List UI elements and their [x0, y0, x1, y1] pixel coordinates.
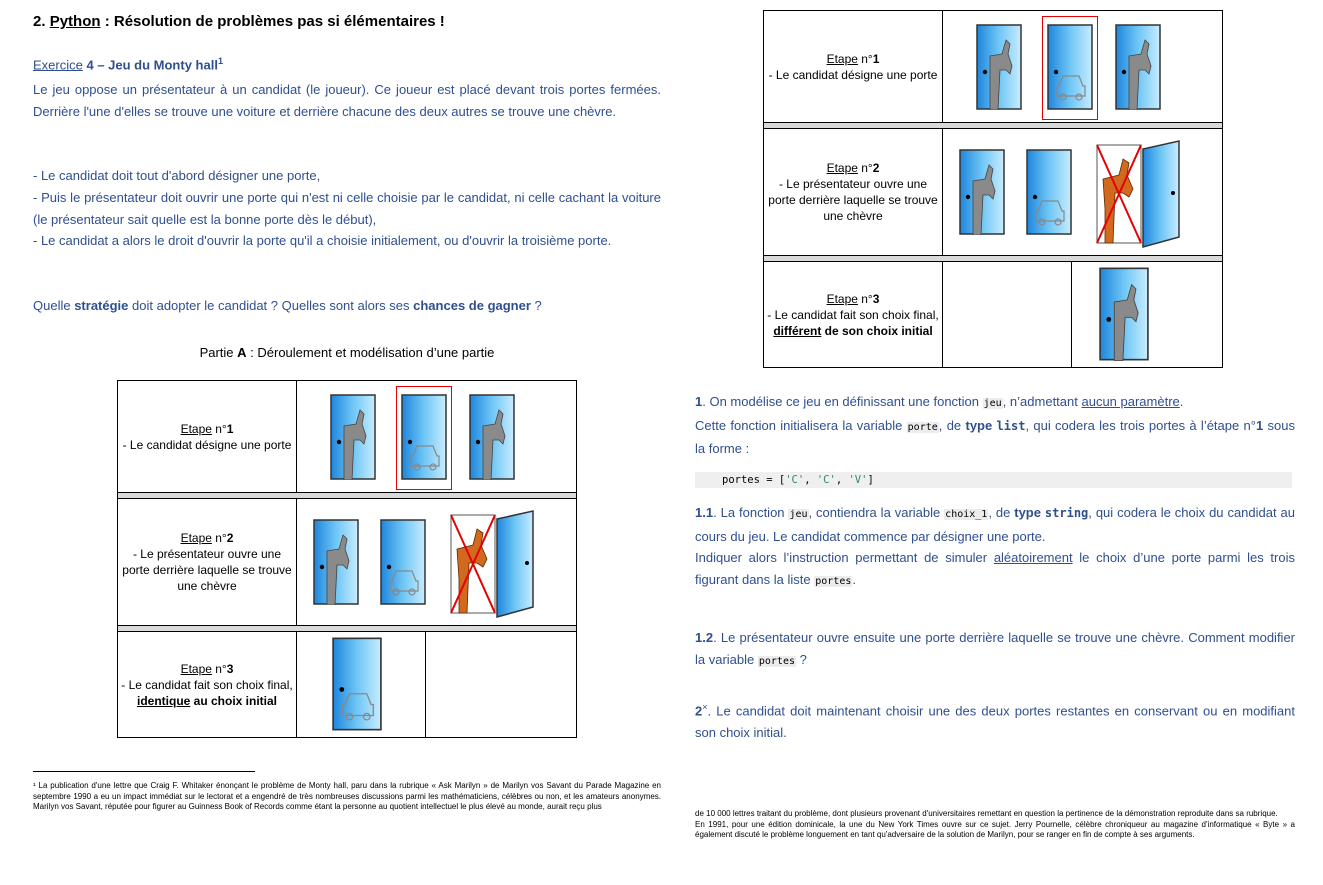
exercise-title: Exercice 4 – Jeu du Monty hall$^1$ [33, 56, 223, 73]
door-car-icon [332, 637, 382, 731]
step-1-label: Etape n°1 - Le candidat désigne une porte [118, 381, 297, 493]
step-3-label: Etape n°3 - Le candidat fait son choix final, identique au choix initial [118, 632, 297, 738]
footnote-rule [33, 771, 255, 772]
door-car-icon [380, 519, 426, 605]
door-goat-icon [976, 24, 1022, 110]
step-3-doors [297, 632, 577, 738]
steps-table-identique [117, 380, 577, 738]
door-goat-icon [469, 394, 515, 480]
open-door-goat-icon [1093, 139, 1183, 249]
section-heading: 2. Python : Résolution de problèmes pas si élémentaires ! [33, 13, 445, 30]
step-1-doors [297, 381, 577, 493]
right-page [695, 0, 1295, 885]
step-2-label: Etape n°2 - Le présentateur ouvre une porte derrière laquelle se trouve une chèvre [118, 499, 297, 626]
step-1-label: Etape n°1 - Le candidat désigne une porte [764, 11, 943, 123]
step-2-doors [943, 129, 1223, 256]
door-goat-icon [330, 394, 376, 480]
step-2-label: Etape n°2 - Le présentateur ouvre une porte derrière laquelle se trouve une chèvre [764, 129, 943, 256]
rule-3: - Le candidat a alors le droit d'ouvrir la porte qu'il a choisie initialement, ou d'ouvrir la troisième porte. [33, 233, 612, 248]
question-1-2: 1.2. Le présentateur ouvre ensuite une porte derrière laquelle se trouve une chèvre. Comment modifier la variable portes ? [695, 630, 1295, 667]
rule-2: - Puis le présentateur doit ouvrir une porte qui n'est ni celle choisie par le candidat, ni celle cachant la voiture (le présentateur sait quelle est la bonne porte dès le début), [33, 190, 661, 227]
door-goat-icon [959, 149, 1005, 235]
step-3-label: Etape n°3 - Le candidat fait son choix final, différent de son choix initial [764, 262, 943, 368]
door-goat-icon [1115, 24, 1161, 110]
main-question: Quelle stratégie doit adopter le candidat ? Quelles sont alors ses chances de gagner ? [33, 298, 542, 313]
step-1-doors [943, 11, 1223, 123]
footnote-right: de 10 000 lettres traitant du problème, dont plusieurs provenant d'universitaires remettant en question la pertinence de la démonstration reproduite dans sa rubrique. En 1991, pour une édition dominicale, la une du New York Times ouvre sur ce sujet. Jerry Pournelle, célèbre chroniqueur au magazine d'informatique « Byte » a également discuté le problème longuement en tant qu'adversaire de la solution de Marilyn, pour se ranger en fin de compte à ses arguments. [695, 809, 1295, 839]
door-goat-icon [1099, 267, 1149, 361]
question-1: 1. On modélise ce jeu en définissant une fonction jeu, n’admettant aucun paramètre. Cette fonction initialisera la variable porte, de type list, qui codera les trois portes à l’étape n°1 sous la forme : [695, 394, 1296, 456]
left-page [33, 0, 661, 885]
question-1-1: 1.1. La fonction jeu, contiendra la variable choix_1, de type string, qui codera le choix du candidat au cours du jeu. Le candidat commence par désigner une porte. Indiquer alors l’instruction permettant de simuler aléatoirement le choix d’une porte parmi les trois figurant dans la liste portes. [695, 505, 1295, 587]
question-2: 2×. Le candidat doit maintenant choisir une des deux portes restantes en conservant ou en modifiant son choix initial. [695, 702, 1295, 740]
open-door-goat-icon [447, 509, 537, 619]
step-3-doors [943, 262, 1223, 368]
code-portes: portes = ['C', 'C', 'V'] [695, 472, 1292, 488]
partie-title: Partie A : Déroulement et modélisation d’une partie [199, 345, 495, 360]
door-goat-icon [313, 519, 359, 605]
step-2-doors [297, 499, 577, 626]
rule-1: - Le candidat doit tout d'abord désigner une porte, [33, 168, 321, 183]
footnote-left: ¹ La publication d'une lettre que Craig F. Whitaker énonçant le problème de Monty hall, paru dans la rubrique « Ask Marilyn » de Marilyn vos Savant du Parade Magazine en septembre 1990 a eu un impact immédiat sur le lectorat et a engendré de très nombreuses discussions parmi les mathématiciens, célèbres ou non, et les amateurs anonymes. Marilyn vos Savant, réputée pour figurer au Guinness Book of Records comme étant la personne au quotient intellectuel le plus élevé au monde, aurait reçu plus [33, 781, 661, 811]
door-car-icon [1047, 24, 1093, 110]
door-car-icon [401, 394, 447, 480]
steps-table-different [763, 10, 1223, 368]
intro-paragraph: Le jeu oppose un présentateur à un candidat (le joueur). Ce joueur est placé devant trois portes fermées. Derrière l'une d'elles se trouve une voiture et derrière chacune des deux autres se trouve une chèvre. [33, 82, 661, 119]
door-car-icon [1026, 149, 1072, 235]
